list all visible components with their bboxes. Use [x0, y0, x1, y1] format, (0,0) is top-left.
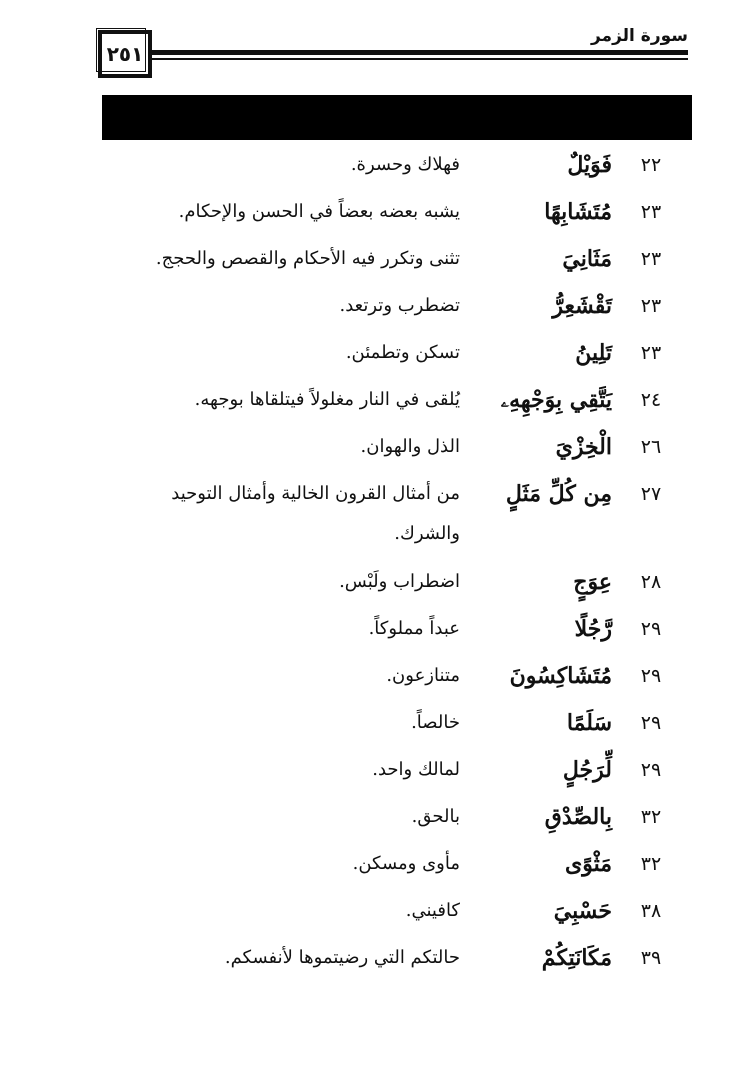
glossary-row: [100, 656, 690, 696]
quran-word: مَثَانِيَ: [562, 246, 612, 272]
quran-word: عِوَجٍ: [573, 569, 612, 595]
glossary-row: [100, 333, 690, 373]
verse-number: ٣٩: [640, 947, 662, 969]
header-black-bar: [102, 95, 692, 140]
glossary-row: [100, 703, 690, 743]
word-meaning: كافيني.: [405, 900, 460, 921]
quran-word: مُتَشَاكِسُونَ: [509, 663, 612, 689]
verse-number: ٢٩: [640, 759, 662, 781]
surah-title: سورة الزمر: [590, 26, 688, 46]
quran-word: تَقْشَعِرُّ: [552, 293, 612, 319]
word-meaning: مأوى ومسكن.: [352, 853, 460, 874]
glossary-row: [100, 145, 690, 185]
word-meaning: خالصاً.: [411, 712, 460, 733]
glossary-row: [100, 286, 690, 326]
quran-word: بِالصِّدْقِ: [544, 804, 612, 830]
word-meaning: من أمثال القرون الخالية وأمثال التوحيد والشرك.: [171, 483, 460, 544]
glossary-row: [100, 938, 690, 978]
glossary-row: [100, 192, 690, 232]
glossary-row: [100, 891, 690, 931]
glossary-row: [100, 380, 690, 420]
glossary-row: [100, 844, 690, 884]
verse-number: ٢٣: [640, 295, 662, 317]
word-meaning: متنازعون.: [386, 665, 460, 686]
verse-number: ٢٣: [640, 248, 662, 270]
verse-number: ٢٨: [640, 571, 662, 593]
word-meaning: لمالك واحد.: [372, 759, 460, 780]
glossary-row: [100, 750, 690, 790]
verse-number: ٢٣: [640, 342, 662, 364]
quran-word: مَكَانَتِكُمْ: [541, 945, 612, 971]
header-rule-thin: [152, 58, 688, 60]
header-rule-thick: [152, 50, 688, 55]
verse-number: ٢٦: [640, 436, 662, 458]
word-meaning: يُلقى في النار مغلولاً فيتلقاها بوجهه.: [194, 389, 460, 410]
word-meaning: فهلاك وحسرة.: [350, 154, 460, 175]
word-meaning: تثنى وتكرر فيه الأحكام والقصص والحجج.: [155, 248, 460, 269]
quran-word: لِّرَجُلٍ: [562, 757, 612, 783]
quran-word: رَّجُلًا: [574, 616, 612, 642]
verse-number: ٢٩: [640, 712, 662, 734]
quran-word: مُتَشَابِهًا: [544, 199, 612, 225]
word-meaning: عبداً مملوكاً.: [368, 618, 460, 639]
verse-number: ٢٣: [640, 201, 662, 223]
word-meaning: يشبه بعضه بعضاً في الحسن والإحكام.: [178, 201, 460, 222]
glossary-list: [100, 145, 690, 985]
page-number: ٢٥١: [98, 30, 152, 78]
verse-number: ٢٤: [640, 389, 662, 411]
word-meaning: تسكن وتطمئن.: [345, 342, 460, 363]
glossary-row: [100, 797, 690, 837]
glossary-row: [100, 562, 690, 602]
word-meaning: اضطراب ولَبْس.: [339, 571, 460, 592]
verse-number: ٢٩: [640, 665, 662, 687]
glossary-row: [100, 239, 690, 279]
glossary-row: [100, 427, 690, 467]
quran-word: سَلَمًا: [566, 710, 612, 736]
page-header: [98, 26, 688, 82]
verse-number: ٢٩: [640, 618, 662, 640]
verse-number: ٣٨: [640, 900, 662, 922]
word-meaning: حالتكم التي رضيتموها لأنفسكم.: [224, 947, 460, 968]
verse-number: ٢٧: [640, 483, 662, 505]
quran-word: مِن كُلِّ مَثَلٍ: [505, 481, 612, 507]
glossary-row: [100, 609, 690, 649]
verse-number: ٣٢: [640, 806, 662, 828]
quran-word: فَوَيْلٌ: [567, 152, 612, 178]
word-meaning: تضطرب وترتعد.: [339, 295, 460, 316]
quran-word: حَسْبِيَ: [553, 898, 612, 924]
verse-number: ٢٢: [640, 154, 662, 176]
quran-word: يَتَّقِي بِوَجْهِهِۦ: [500, 387, 612, 413]
quran-word: تَلِينُ: [575, 340, 612, 366]
quran-word: مَثْوًى: [564, 851, 612, 877]
quran-word: الْخِزْيَ: [555, 434, 612, 460]
word-meaning: الذل والهوان.: [360, 436, 460, 457]
verse-number: ٣٢: [640, 853, 662, 875]
glossary-row: [100, 474, 690, 554]
word-meaning: بالحق.: [411, 806, 460, 827]
